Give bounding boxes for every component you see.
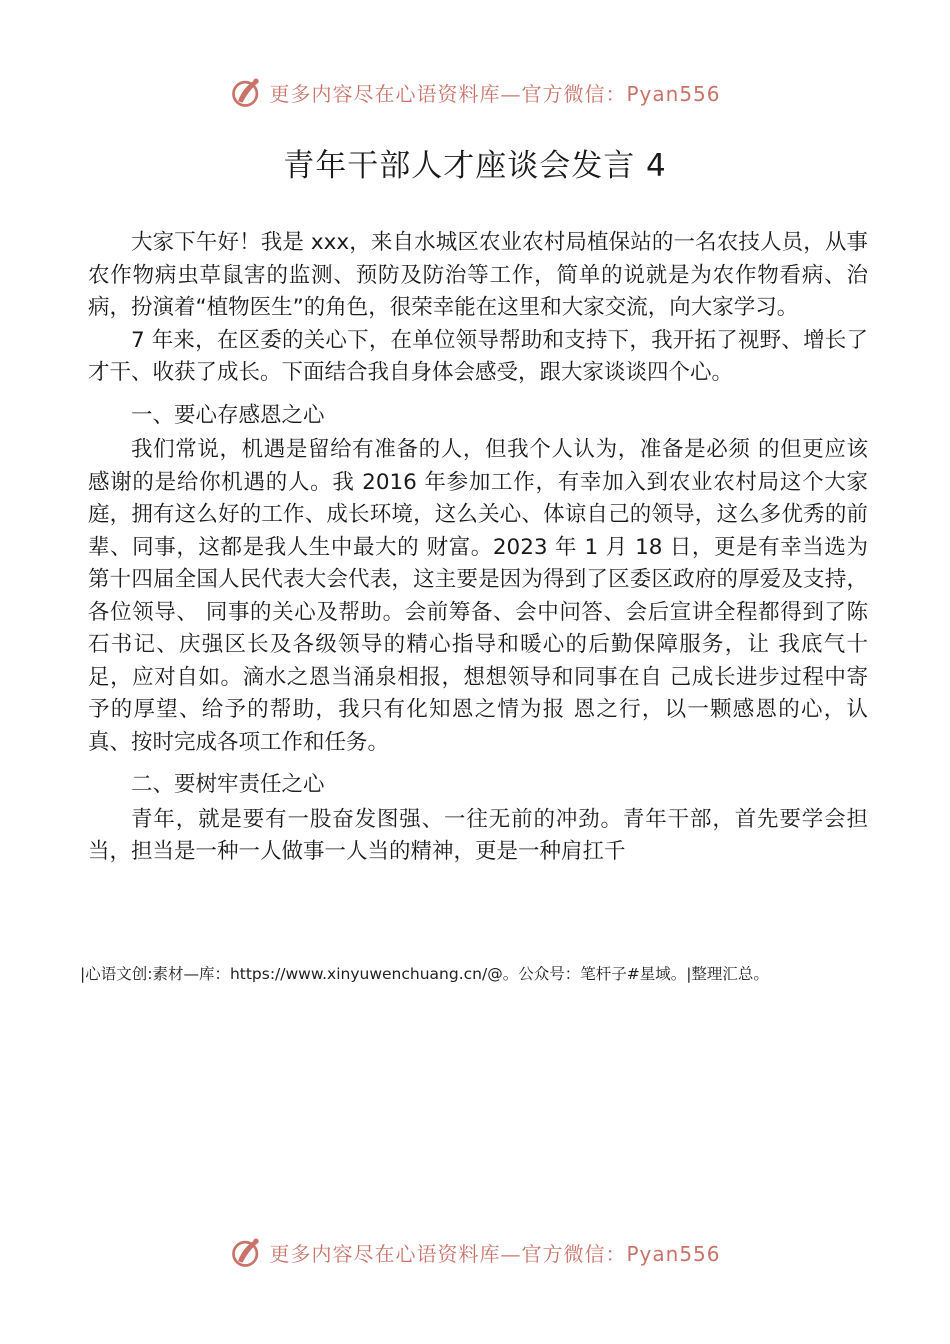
header-banner bbox=[0, 72, 950, 112]
wechat-id: Pyan556 bbox=[626, 81, 721, 106]
paragraph-responsibility: 青年，就是要有一股奋发图强、一往无前的冲劲。青年干部，首先要学会担当，担当是一种一人做事一人当的精神，更是一种肩扛千 bbox=[88, 806, 868, 864]
source-footer-line: |心语文创:素材—库：https://www.xinyuwenchuang.cn/@。公众号：笔杆子#星域。|整理汇总。 bbox=[80, 965, 769, 983]
footer-banner bbox=[0, 1232, 950, 1272]
document-body bbox=[88, 227, 868, 869]
paragraph-overview: 7 年来，在区委的关心下，在单位领导帮助和支持下，我开拓了视野、增长了才干、收获了成长。下面结合我自身体会感受，跟大家谈谈四个心。 bbox=[88, 327, 868, 385]
banner-text: 更多内容尽在心语资料库—官方微信：Pyan556 bbox=[269, 81, 721, 106]
paragraph-gratitude: 我们常说，机遇是留给有准备的人，但我个人认为，准备是必须 的但更应该感谢的是给你机遇的人。我 2016 年参加工作，有幸加入到农业农村局这个大家庭，拥有这么好的工作、成长环境，这么关心、体谅自己的领导，这么多优秀的前辈、同事，这都是我人生中最大的 财富。2023 年 1 月 18 日，更是有幸当选为第十四届全国人民代表大会代表，这主要是因为得到了区委区政府的厚爱及支持，各位领导、 同事的关心及帮助。会前筹备、会中问答、会后宣讲全程都得到了陈 石书记、庆强区长及各级领导的精心指导和暖心的后勤保障服务，让 我底气十足，应对自如。滴水之恩当涌泉相报，想想领导和同事在自 己成长进步过程中寄予的厚望、给予的帮助，我只有化知恩之情为报 恩之行，以一颗感恩的心，认真、按时完成各项工作和任务。 bbox=[88, 437, 868, 755]
wechat-id: Pyan556 bbox=[626, 1241, 721, 1266]
hand-writing-logo-icon bbox=[229, 74, 265, 110]
hand-writing-logo-icon bbox=[229, 1234, 265, 1270]
section-heading-responsibility: 二、要树牢责任之心 bbox=[131, 772, 325, 797]
banner-text: 更多内容尽在心语资料库—官方微信：Pyan556 bbox=[269, 1241, 721, 1266]
paragraph-intro: 大家下午好！我是 xxx，来自水城区农业农村局植保站的一名农技人员，从事农作物病虫草鼠害的监测、预防及防治等工作，简单的说就是为农作物看病、治病，扮演着“植物医生”的角色，很荣幸能在这里和大家交流，向大家学习。 bbox=[88, 230, 868, 320]
document-title: 青年干部人才座谈会发言 4 bbox=[283, 148, 667, 184]
section-heading-gratitude: 一、要心存感恩之心 bbox=[131, 402, 325, 428]
